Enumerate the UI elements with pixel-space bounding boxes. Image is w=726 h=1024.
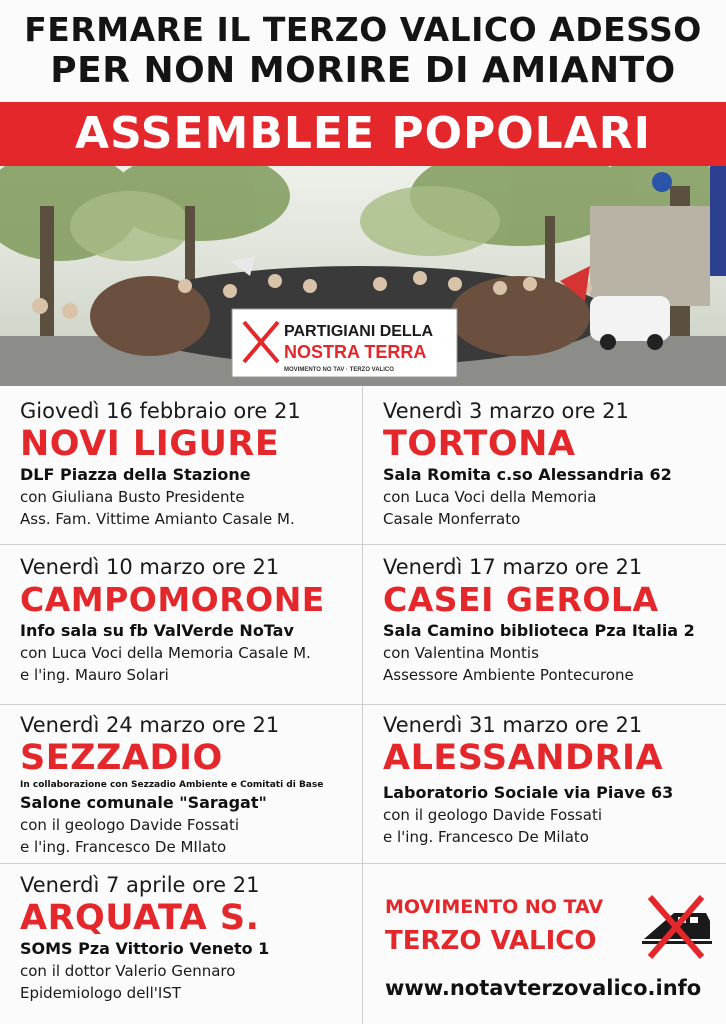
events-grid — [0, 386, 726, 1024]
event-detail: Epidemiologo dell'IST — [20, 984, 182, 1002]
event-city: CAMPOMORONE — [20, 580, 325, 619]
photo-banner-line-2: NOSTRA TERRA — [284, 342, 427, 362]
event-venue: Info sala su fb ValVerde NoTav — [20, 621, 294, 640]
event-detail: e l'ing. Francesco De MIlato — [20, 838, 227, 856]
row-divider-2 — [0, 704, 726, 705]
event-venue: DLF Piazza della Stazione — [20, 465, 251, 484]
event-arquata — [0, 872, 362, 1004]
movement-name: MOVIMENTO NO TAV — [385, 896, 604, 918]
event-detail: con il geologo Davide Fossati — [20, 816, 239, 834]
march-photo — [0, 166, 726, 386]
event-detail: con il dottor Valerio Gennaro — [20, 962, 236, 980]
row-divider-1 — [0, 544, 726, 545]
event-city: CASEI GEROLA — [383, 580, 659, 619]
event-venue: Sala Camino biblioteca Pza Italia 2 — [383, 621, 695, 640]
event-detail: e l'ing. Mauro Solari — [20, 666, 169, 684]
assemblies-banner: ASSEMBLEE POPOLARI — [0, 102, 726, 166]
event-detail: con il geologo Davide Fossati — [383, 806, 602, 824]
event-sezzadio — [0, 712, 362, 858]
event-campomorone — [0, 554, 362, 686]
event-detail: Assessore Ambiente Pontecurone — [383, 666, 634, 684]
event-date: Venerdì 24 marzo ore 21 — [20, 713, 280, 737]
event-venue: Sala Romita c.so Alessandria 62 — [383, 465, 672, 484]
event-venue: Laboratorio Sociale via Piave 63 — [383, 783, 674, 802]
event-city: NOVI LIGURE — [20, 424, 280, 464]
no-tav-train-icon — [636, 891, 716, 961]
event-date: Venerdì 10 marzo ore 21 — [20, 555, 280, 579]
photo-banner-small: MOVIMENTO NO TAV · TERZO VALICO — [284, 367, 394, 373]
headline-line-2: PER NON MORIRE DI AMIANTO — [50, 50, 676, 91]
event-detail: e l'ing. Francesco De Milato — [383, 828, 589, 846]
website-link[interactable]: www.notavterzovalico.info — [385, 976, 702, 1000]
event-detail: con Luca Voci della Memoria Casale M. — [20, 644, 311, 662]
event-alessandria — [363, 712, 725, 848]
event-date: Venerdì 3 marzo ore 21 — [383, 399, 629, 423]
event-detail: con Valentina Montis — [383, 644, 539, 662]
event-note: In collaborazione con Sezzadio Ambiente e Comitati di Base — [20, 780, 324, 790]
event-date: Venerdì 31 marzo ore 21 — [383, 713, 643, 737]
movement-subtitle: TERZO VALICO — [385, 926, 597, 956]
event-city: TORTONA — [383, 424, 576, 464]
photo-banner-line-1: PARTIGIANI DELLA — [284, 323, 434, 340]
event-novi-ligure — [0, 398, 362, 530]
event-venue: SOMS Pza Vittorio Veneto 1 — [20, 939, 270, 958]
event-date: Venerdì 17 marzo ore 21 — [383, 555, 643, 579]
event-detail: con Luca Voci della Memoria — [383, 488, 597, 506]
row-divider-3 — [0, 863, 726, 864]
event-detail: Casale Monferrato — [383, 510, 521, 528]
event-city: SEZZADIO — [20, 738, 223, 778]
headline-line-1: FERMARE IL TERZO VALICO ADESSO — [24, 10, 702, 49]
event-city: ARQUATA S. — [20, 898, 260, 938]
event-tortona — [363, 398, 725, 530]
event-venue: Salone comunale "Saragat" — [20, 793, 267, 812]
event-detail: con Giuliana Busto Presidente — [20, 488, 245, 506]
event-detail: Ass. Fam. Vittime Amianto Casale M. — [20, 510, 295, 528]
event-date: Venerdì 7 aprile ore 21 — [20, 873, 260, 897]
event-casei-gerola — [363, 554, 725, 686]
event-date: Giovedì 16 febbraio ore 21 — [20, 399, 301, 423]
event-city: ALESSANDRIA — [383, 738, 664, 778]
